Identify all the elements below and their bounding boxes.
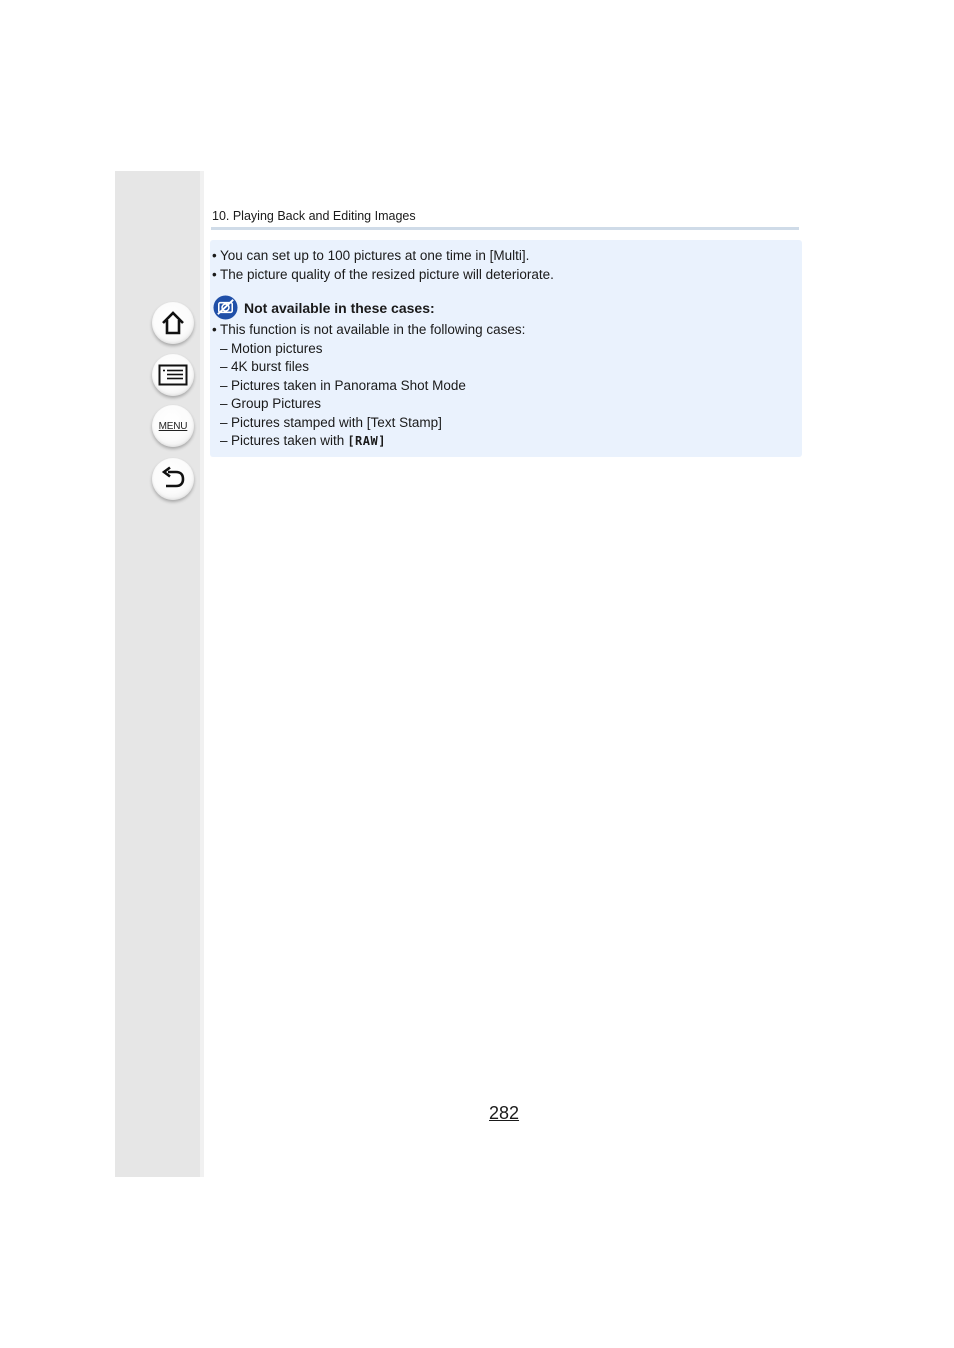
menu-button[interactable] — [152, 405, 194, 447]
case-item: – Group Pictures — [220, 396, 322, 411]
home-icon — [159, 309, 187, 337]
back-arrow-icon — [159, 466, 187, 492]
case-item: – Pictures stamped with [Text Stamp] — [220, 415, 442, 430]
raw-badge: [RAW] — [347, 434, 386, 448]
list-icon — [158, 364, 188, 386]
contents-button[interactable] — [152, 354, 194, 396]
case-item: – 4K burst files — [220, 359, 310, 374]
back-button[interactable] — [152, 458, 194, 500]
case-item: – Pictures taken in Panorama Shot Mode — [220, 378, 466, 393]
note-item: • The picture quality of the resized picture will deteriorate. — [212, 267, 554, 282]
not-available-icon — [213, 295, 238, 320]
note-item: • You can set up to 100 pictures at one time in [Multi]. — [212, 248, 530, 263]
case-item: – Pictures taken with [RAW] — [220, 433, 386, 448]
header-divider — [211, 227, 799, 230]
sidebar-edge — [200, 171, 204, 1177]
home-button[interactable] — [152, 302, 194, 344]
not-available-intro: • This function is not available in the following cases: — [212, 322, 526, 337]
page-number: 282 — [489, 1103, 520, 1123]
chapter-header: 10. Playing Back and Editing Images — [212, 209, 416, 223]
menu-label: MENU — [158, 420, 188, 432]
not-available-title: Not available in these cases: — [244, 300, 435, 316]
case-item: – Motion pictures — [220, 341, 323, 356]
